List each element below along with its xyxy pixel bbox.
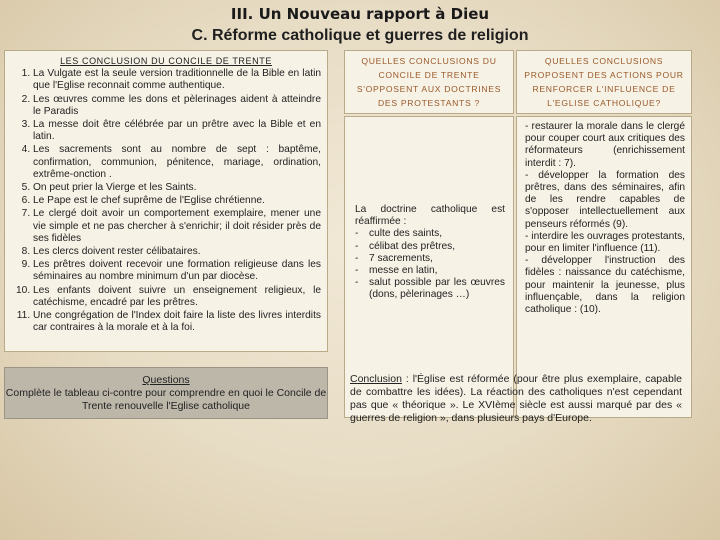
table-header-oppositions-label: QUELLES CONCLUSIONS DU CONCILE DE TRENTE S'OPPOSENT AUX DOCTRINES DES PROTESTANTS ? <box>356 56 502 108</box>
doctrine-list <box>355 228 505 301</box>
table-header-actions <box>516 50 692 114</box>
list-item: 2. Les œuvres comme les dons et pèlerinages aident à atteindre le Paradis <box>33 94 321 118</box>
questions-box <box>4 367 328 419</box>
list-item: 8. Les clercs doivent rester célibataires. <box>33 246 321 258</box>
list-item: - salut possible par les œuvres (dons, pèlerinages …) <box>355 277 505 301</box>
list-item: 10. Les enfants doivent suivre un enseignement religieux, le catéchisme, encadré par les prêtres. <box>33 285 321 309</box>
dash-mark: - <box>355 252 359 264</box>
comparison-table <box>344 50 692 370</box>
list-item: 5. On peut prier la Vierge et les Saints. <box>33 182 321 194</box>
list-item: - 7 sacrements, <box>355 252 433 264</box>
conclusion-text: : l'Église est réformée (pour être plus exemplaire, capable de combattre les idées). La réaction des catholiques n'est cependant pas que « théorique ». Le XVIème siècle est aussi marqué par des « guerres de religion », dans plusieurs pays d'Europe. <box>350 373 682 424</box>
list-item: 11. Une congrégation de l'Index doit faire la liste des livres interdits car contraires à la morale et à la foi. <box>33 310 321 334</box>
conclusion-paragraph <box>350 373 682 425</box>
list-item: - célibat des prêtres, <box>355 240 456 252</box>
page-subtitle: C. Réforme catholique et guerres de religion <box>191 27 529 44</box>
list-item: 4. Les sacrements sont au nombre de sept : baptême, confirmation, communion, pénitence, mariage, ordination, extrême-onction . <box>33 144 321 181</box>
council-conclusions-heading: LES CONCLUSION DU CONCILE DE TRENTE <box>60 56 272 66</box>
doctrine-lead: La doctrine catholique est réaffirmée : <box>355 204 505 228</box>
questions-heading: Questions <box>142 374 190 386</box>
action-item: - interdire les ouvrages protestants, pour en limiter l'influence (11). <box>525 230 685 255</box>
questions-text: Complète le tableau ci-contre pour comprendre en quoi le Concile de Trente renouvelle l'Eglise catholique <box>5 387 327 412</box>
dash-mark: - <box>355 228 359 240</box>
action-item: - restaurer la morale dans le clergé pour couper court aux critiques des réformateurs (enrichissement interdit : 7). <box>525 121 685 169</box>
list-item: - messe en latin, <box>355 265 438 277</box>
action-item: - développer l'instruction des fidèles : naissance du catéchisme, pour maintenir la jeunesse, plus influençable, dans la religion catholique : (10). <box>525 255 685 316</box>
list-item: - culte des saints, <box>355 228 443 240</box>
list-item: 7. Le clergé doit avoir un comportement exemplaire, mener une vie simple et ne pas chercher à s'enrichir; il doit résider près de ses fidèles <box>33 208 321 245</box>
council-conclusions-box <box>4 50 328 352</box>
list-item: 6. Le Pape est le chef suprême de l'Eglise chrétienne. <box>33 195 321 207</box>
dash-mark: - <box>355 265 359 277</box>
dash-mark: - <box>355 240 359 252</box>
table-header-actions-label: QUELLES CONCLUSIONS PROPOSENT DES ACTIONS POUR RENFORCER L'INFLUENCE DE L'EGLISE CATHOLIQUE? <box>524 56 684 108</box>
conclusion-heading: Conclusion <box>350 373 402 385</box>
list-item: 3. La messe doit être célébrée par un prêtre avec la Bible et en latin. <box>33 119 321 143</box>
council-conclusions-list <box>11 68 321 334</box>
page-title: III. Un Nouveau rapport à Dieu <box>230 5 490 23</box>
action-item: - développer la formation des prêtres, dans des séminaires, afin de les rendre capables de s'opposer intellectuellement aux penseurs réformés (9). <box>525 169 685 230</box>
list-item: 1. La Vulgate est la seule version traditionnelle de la Bible en latin que l'Eglise reconnait comme authentique. <box>33 68 321 92</box>
list-item: 9. Les prêtres doivent recevoir une formation religieuse dans les séminaires au nombre minimum d'un par diocèse. <box>33 259 321 283</box>
dash-mark: - <box>355 277 359 289</box>
table-header-oppositions <box>344 50 514 114</box>
